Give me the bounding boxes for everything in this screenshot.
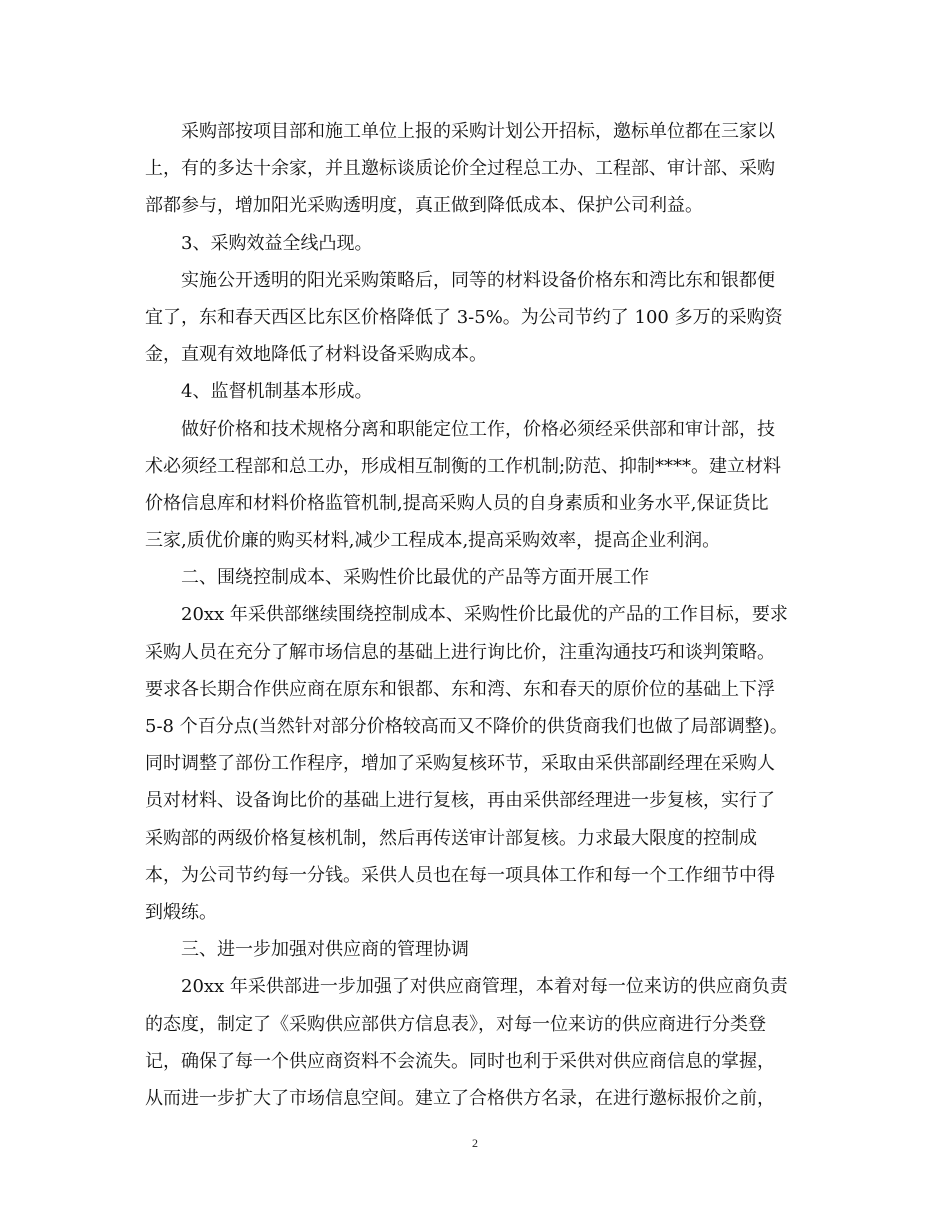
page-number: 2 xyxy=(472,1136,478,1150)
text-line: 术必须经工程部和总工办，形成相互制衡的工作机制;防范、抑制****。建立材料 xyxy=(145,455,782,477)
text-line: 5-8 个百分点(当然针对部分价格较高而又不降价的供货商我们也做了局部调整)。 xyxy=(145,716,788,737)
text-line: 4、监督机制基本形成。 xyxy=(181,381,373,403)
text-line: 三、进一步加强对供应商的管理协调 xyxy=(181,939,469,961)
text-line: 价格信息库和材料价格监管机制,提高采购人员的自身素质和业务水平,保证货比 xyxy=(145,492,769,514)
text-line: 要求各长期合作供应商在原东和银都、东和湾、东和春天的原价位的基础上下浮 xyxy=(145,678,775,700)
text-line: 宜了，东和春天西区比东区价格降低了 3-5%。为公司节约了 100 多万的采购资 xyxy=(145,306,783,328)
text-line: 20xx 年采供部继续围绕控制成本、采购性价比最优的产品的工作目标，要求 xyxy=(181,604,788,626)
text-line: 金，直观有效地降低了材料设备采购成本。 xyxy=(145,344,487,366)
text-line: 二、围绕控制成本、采购性价比最优的产品等方面开展工作 xyxy=(181,567,649,589)
text-line: 采购部按项目部和施工单位上报的采购计划公开招标，邀标单位都在三家以 xyxy=(181,121,775,142)
text-line: 记，确保了每一个供应商资料不会流失。同时也利于采供对供应商信息的掌握， xyxy=(145,1050,775,1072)
text-line: 的态度，制定了《采购供应部供方信息表》，对每一位来访的供应商进行分类登 xyxy=(145,1013,766,1035)
text-line: 3、采购效益全线凸现。 xyxy=(181,232,373,254)
text-line: 采购人员在充分了解市场信息的基础上进行询比价，注重沟通技巧和谈判策略。 xyxy=(145,641,775,663)
text-line: 三家,质优价廉的购买材料,减少工程成本,提高采购效率，提高企业利润。 xyxy=(145,530,721,552)
text-line: 采购部的两级价格复核机制，然后再传送审计部复核。力求最大限度的控制成 xyxy=(145,827,757,849)
text-line: 本，为公司节约每一分钱。采供人员也在每一项具体工作和每一个工作细节中得 xyxy=(145,864,775,886)
text-line: 到煅练。 xyxy=(145,901,217,923)
text-line: 同时调整了部份工作程序，增加了采购复核环节，采取由采供部副经理在采购人 xyxy=(145,753,775,775)
text-line: 20xx 年采供部进一步加强了对供应商管理，本着对每一位来访的供应商负责 xyxy=(181,976,788,998)
text-line: 做好价格和技术规格分离和职能定位工作，价格必须经采供部和审计部，技 xyxy=(181,418,775,440)
text-line: 员对材料、设备询比价的基础上进行复核，再由采供部经理进一步复核，实行了 xyxy=(145,790,775,812)
text-line: 实施公开透明的阳光采购策略后，同等的材料设备价格东和湾比东和银都便 xyxy=(181,269,775,291)
body-text xyxy=(145,113,810,1117)
text-line: 上，有的多达十余家，并且邀标谈质论价全过程总工办、工程部、审计部、采购 xyxy=(145,158,775,180)
text-line: 从而进一步扩大了市场信息空间。建立了合格供方名录，在进行邀标报价之前， xyxy=(145,1087,775,1109)
text-line: 部都参与，增加阳光采购透明度，真正做到降低成本、保护公司利益。 xyxy=(145,195,703,217)
